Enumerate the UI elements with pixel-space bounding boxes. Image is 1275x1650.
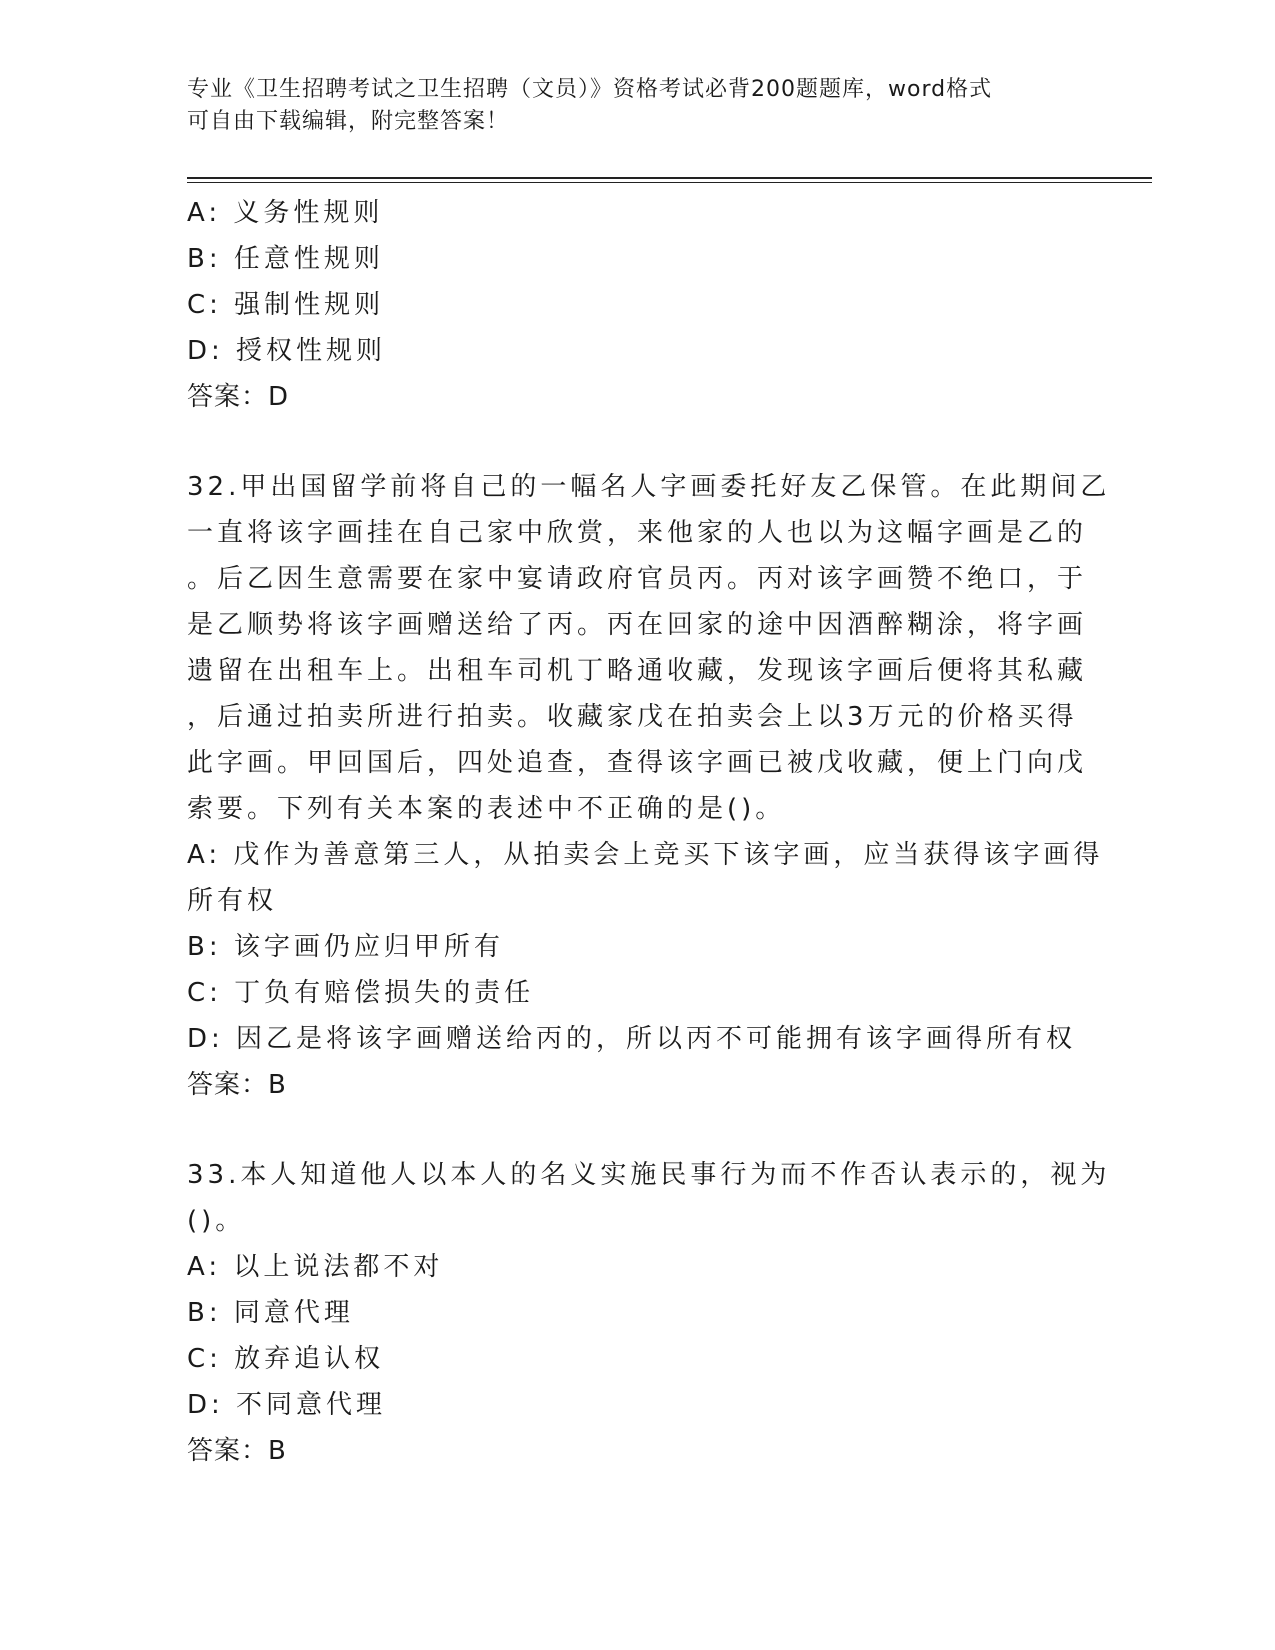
q32-stem-line: 一直将该字画挂在自己家中欣赏，来他家的人也以为这幅字画是乙的 (187, 518, 1088, 548)
document-header (187, 74, 1087, 138)
q33-stem-line-continued: ()。 (187, 1206, 246, 1236)
q33-option-b: B: 同意代理 (187, 1298, 354, 1328)
header-title-line-1: 专业《卫生招聘考试之卫生招聘（文员）》资格考试必背200题题库，word格式 (187, 77, 993, 102)
q32-stem-line: 32.甲出国留学前将自己的一幅名人字画委托好友乙保管。在此期间乙 (187, 472, 1111, 502)
q33-option-a: A: 以上说法都不对 (187, 1252, 444, 1282)
question-spacer (187, 1108, 1087, 1152)
q32-option-a: A: 戊作为善意第三人，从拍卖会上竞买下该字画，应当获得该字画得 (187, 840, 1104, 870)
header-title-line-2: 可自由下载编辑，附完整答案！ (187, 109, 510, 134)
q32-stem-line: 遗留在出租车上。出租车司机丁略通收藏，发现该字画后便将其私藏 (187, 656, 1088, 686)
question-spacer (187, 420, 1087, 464)
q32-stem-line: 。后乙因生意需要在家中宴请政府官员丙。丙对该字画赞不绝口，于 (187, 564, 1088, 594)
header-divider-thin (187, 182, 1152, 183)
question-32-block (187, 464, 1111, 1108)
q32-option-a-continued: 所有权 (187, 886, 278, 916)
q32-stem-line: ，后通过拍卖所进行拍卖。收藏家戊在拍卖会上以3万元的价格买得 (187, 702, 1078, 732)
q31-option-b: B: 任意性规则 (187, 244, 384, 274)
q32-stem-line: 是乙顺势将该字画赠送给了丙。丙在回家的途中因酒醉糊涂，将字画 (187, 610, 1088, 640)
q31-option-c: C: 强制性规则 (187, 290, 385, 320)
q32-option-b: B: 该字画仍应归甲所有 (187, 932, 504, 962)
question-list (187, 190, 1111, 1474)
question-31-block (187, 190, 1087, 420)
q31-answer: 答案：D (187, 382, 290, 412)
q33-stem-line: 33.本人知道他人以本人的名义实施民事行为而不作否认表示的，视为 (187, 1160, 1111, 1190)
q31-option-a: A: 义务性规则 (187, 198, 384, 228)
q32-stem-line: 索要。下列有关本案的表述中不正确的是()。 (187, 794, 786, 824)
header-divider-thick (187, 177, 1152, 179)
q32-answer: 答案：B (187, 1070, 287, 1100)
q33-option-c: C: 放弃追认权 (187, 1344, 385, 1374)
q32-option-d: D: 因乙是将该字画赠送给丙的，所以丙不可能拥有该字画得所有权 (187, 1024, 1077, 1054)
q32-option-c: C: 丁负有赔偿损失的责任 (187, 978, 535, 1008)
q31-option-d: D: 授权性规则 (187, 336, 387, 366)
q33-answer: 答案：B (187, 1436, 287, 1466)
q33-option-d: D: 不同意代理 (187, 1390, 387, 1420)
q32-stem-line: 此字画。甲回国后，四处追查，查得该字画已被戊收藏，便上门向戊 (187, 748, 1088, 778)
question-33-block (187, 1152, 1111, 1474)
